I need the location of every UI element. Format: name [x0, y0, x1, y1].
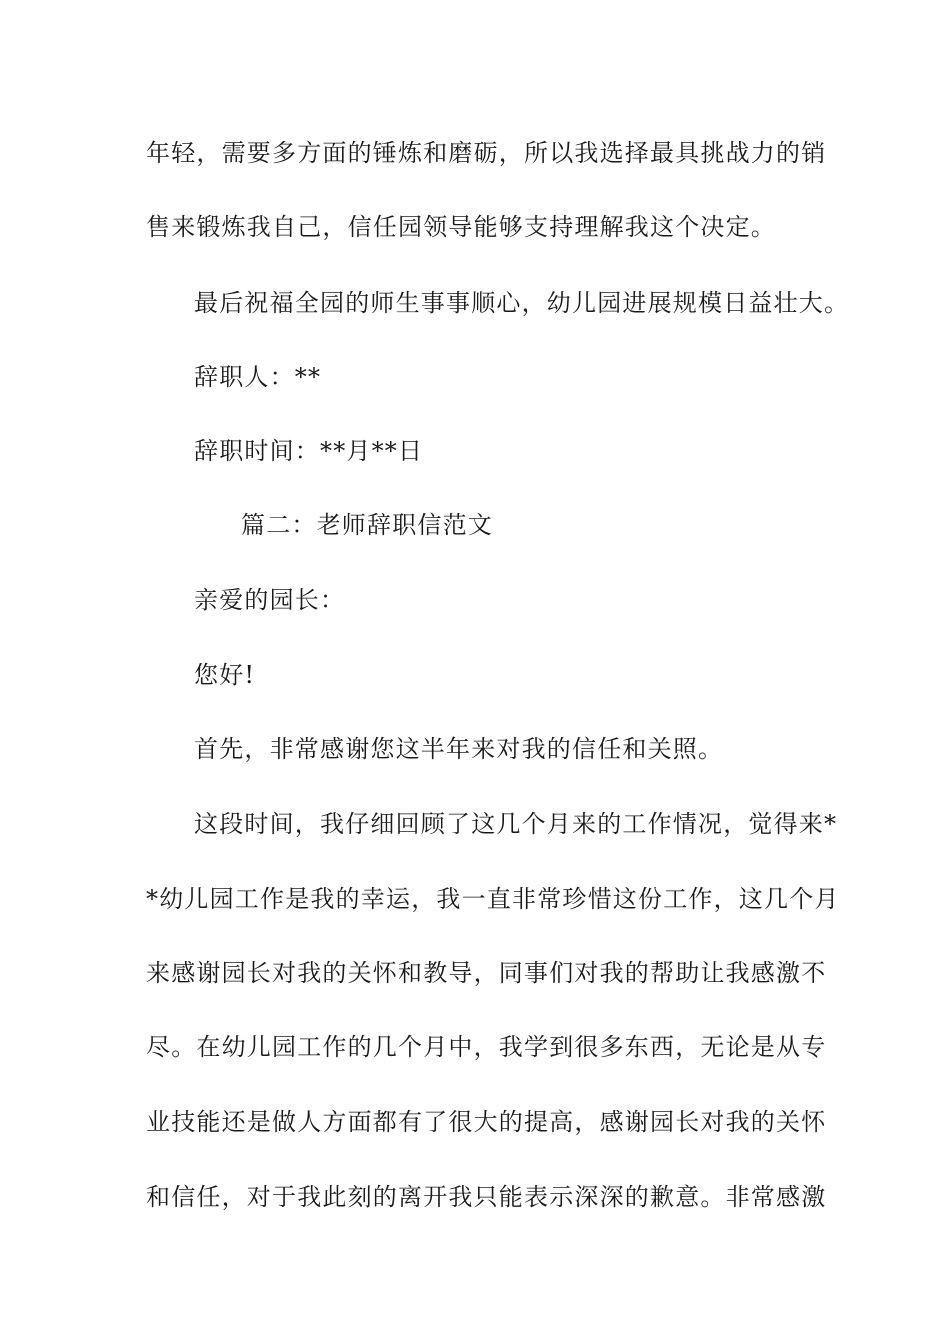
body-text-line: 和信任，对于我此刻的离开我只能表示深深的歉意。非常感激: [146, 1183, 827, 1211]
signature-date-line: 辞职时间：**月**日: [194, 437, 424, 465]
body-text-line: 这段时间，我仔细回顾了这几个月来的工作情况，觉得来*: [194, 810, 838, 838]
body-text-line: 业技能还是做人方面都有了很大的提高，感谢园长对我的关怀: [146, 1108, 827, 1136]
salutation: 亲爱的园长：: [194, 586, 346, 614]
body-text-line: 售来锻炼我自己，信任园领导能够支持理解我这个决定。: [146, 213, 776, 241]
body-text-line: *幼儿园工作是我的幸运，我一直非常珍惜这份工作，这几个月: [146, 885, 840, 913]
greeting: 您好!: [194, 661, 256, 689]
body-text-line: 最后祝福全园的师生事事顺心，幼儿园进展规模日益壮大。: [194, 289, 850, 317]
body-text-line: 来感谢园长对我的关怀和教导，同事们对我的帮助让我感激不: [146, 959, 827, 987]
section-heading: 篇二：老师辞职信范文: [241, 511, 493, 539]
body-text-line: 首先，非常感谢您这半年来对我的信任和关照。: [194, 735, 724, 763]
signature-name-line: 辞职人：**: [194, 363, 322, 391]
body-text-line: 年轻，需要多方面的锤炼和磨砺，所以我选择最具挑战力的销: [146, 139, 827, 167]
body-text-line: 尽。在幼儿园工作的几个月中，我学到很多东西，无论是从专: [146, 1033, 827, 1061]
